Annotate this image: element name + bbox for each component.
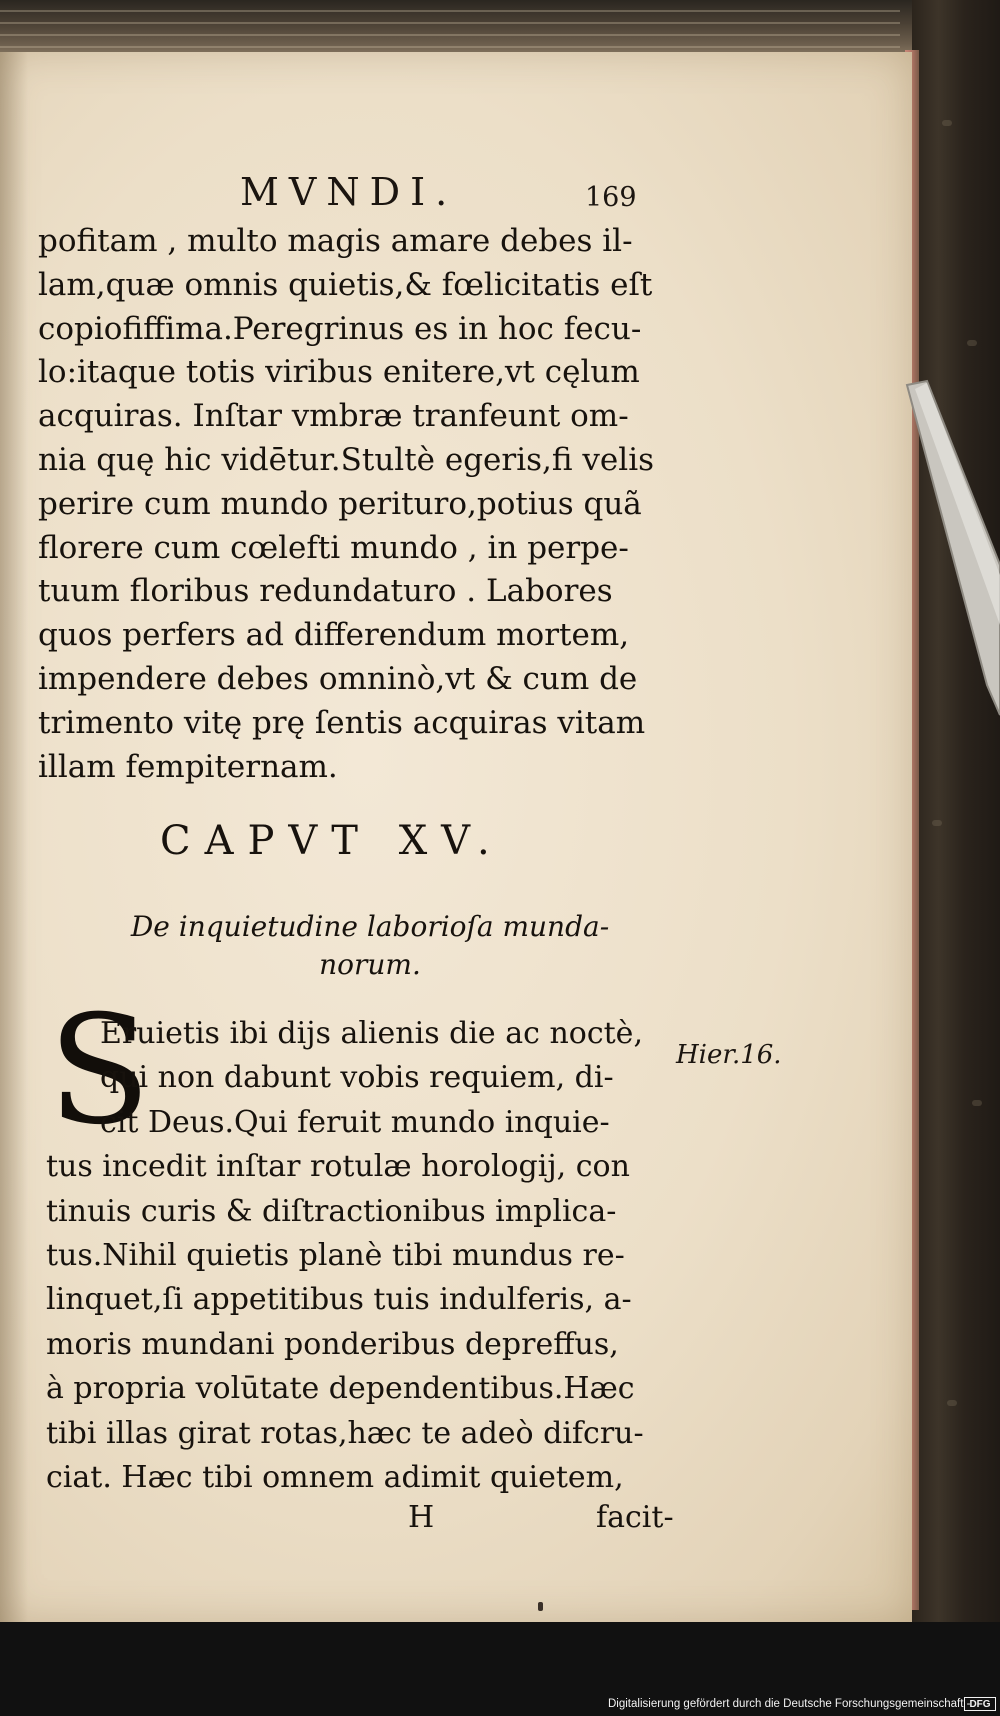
text-line: qui non dabunt vobis requiem, di-: [100, 1060, 614, 1096]
chapter-subtitle: [120, 908, 620, 984]
page-gutter: [0, 52, 28, 1622]
dfg-logo: DFG: [964, 1697, 996, 1711]
text-line: tus incedit inſtar rotulæ horologij, con: [46, 1149, 630, 1185]
book-cover-edge: [912, 0, 1000, 1640]
text-line: perire cum mundo perituro,potius quã: [38, 485, 642, 522]
text-line: Eruietis ibi dijs alienis die ac noctè,: [100, 1016, 643, 1051]
paper-knife: [895, 375, 1000, 775]
text-line: tinuis curis & diſtractionibus implica-: [46, 1193, 617, 1229]
text-line: florere cum cœlefti mundo , in perpe-: [38, 529, 629, 566]
chapter-heading: CAPVT XV.: [160, 818, 504, 864]
book-page-edges: [0, 0, 920, 60]
text-line: quos perfers ad differendum mortem,: [38, 617, 630, 654]
ink-spot: [538, 1602, 543, 1611]
paragraph-2: [46, 984, 686, 1500]
subtitle-line: norum.: [319, 948, 421, 981]
text-line: tus.Nihil quietis planè tibi mundus re-: [46, 1237, 625, 1273]
catchword: facit-: [596, 1500, 674, 1535]
text-line: tuum floribus redundaturo . Labores: [38, 573, 613, 610]
text-line: trimento vitę prę ſentis acquiras vitam: [38, 704, 646, 741]
text-line: pofitam , multo magis amare debes il-: [38, 223, 633, 259]
marginal-note: Hier.16.: [676, 1040, 782, 1070]
text-line: lam,quæ omnis quietis,& fœlicitatis eſt: [38, 266, 653, 303]
text-line: cit Deus.Qui feruit mundo inquie-: [100, 1104, 610, 1140]
signature-mark: H: [408, 1500, 435, 1535]
paragraph-1: [38, 220, 668, 789]
page-number: 169: [585, 182, 637, 213]
text-line: linquet,ſi appetitibus tuis indulferis, a-: [46, 1282, 632, 1318]
text-line: acquiras. Inſtar vmbræ tranfeunt om-: [38, 398, 629, 435]
running-head: MVNDI.: [240, 170, 458, 214]
text-line: nia quę hic vidētur.Stultè egeris,fi velis: [38, 441, 655, 478]
text-line: ciat. Hæc tibi omnem adimit quietem,: [46, 1459, 624, 1495]
text-line: lo:itaque totis viribus enitere,vt cęlum: [38, 354, 640, 391]
drop-cap: S: [48, 984, 151, 1158]
text-line: moris mundani ponderibus depreffus,: [46, 1326, 619, 1362]
funding-credit: Digitalisierung gefördert durch die Deutsche Forschungsgemeinschaft -: [608, 1698, 971, 1710]
text-line: impendere debes omninò,vt & cum de: [38, 660, 638, 697]
text-line: à propria volūtate dependentibus.Hæc: [46, 1371, 635, 1407]
text-line: illam fempiternam.: [38, 748, 338, 785]
text-line: copiofiffima.Peregrinus es in hoc fecu-: [38, 310, 642, 347]
subtitle-line: De inquietudine laborioſa munda-: [130, 910, 610, 943]
text-line: tibi illas girat rotas,hæc te adeò difcru-: [46, 1415, 644, 1451]
